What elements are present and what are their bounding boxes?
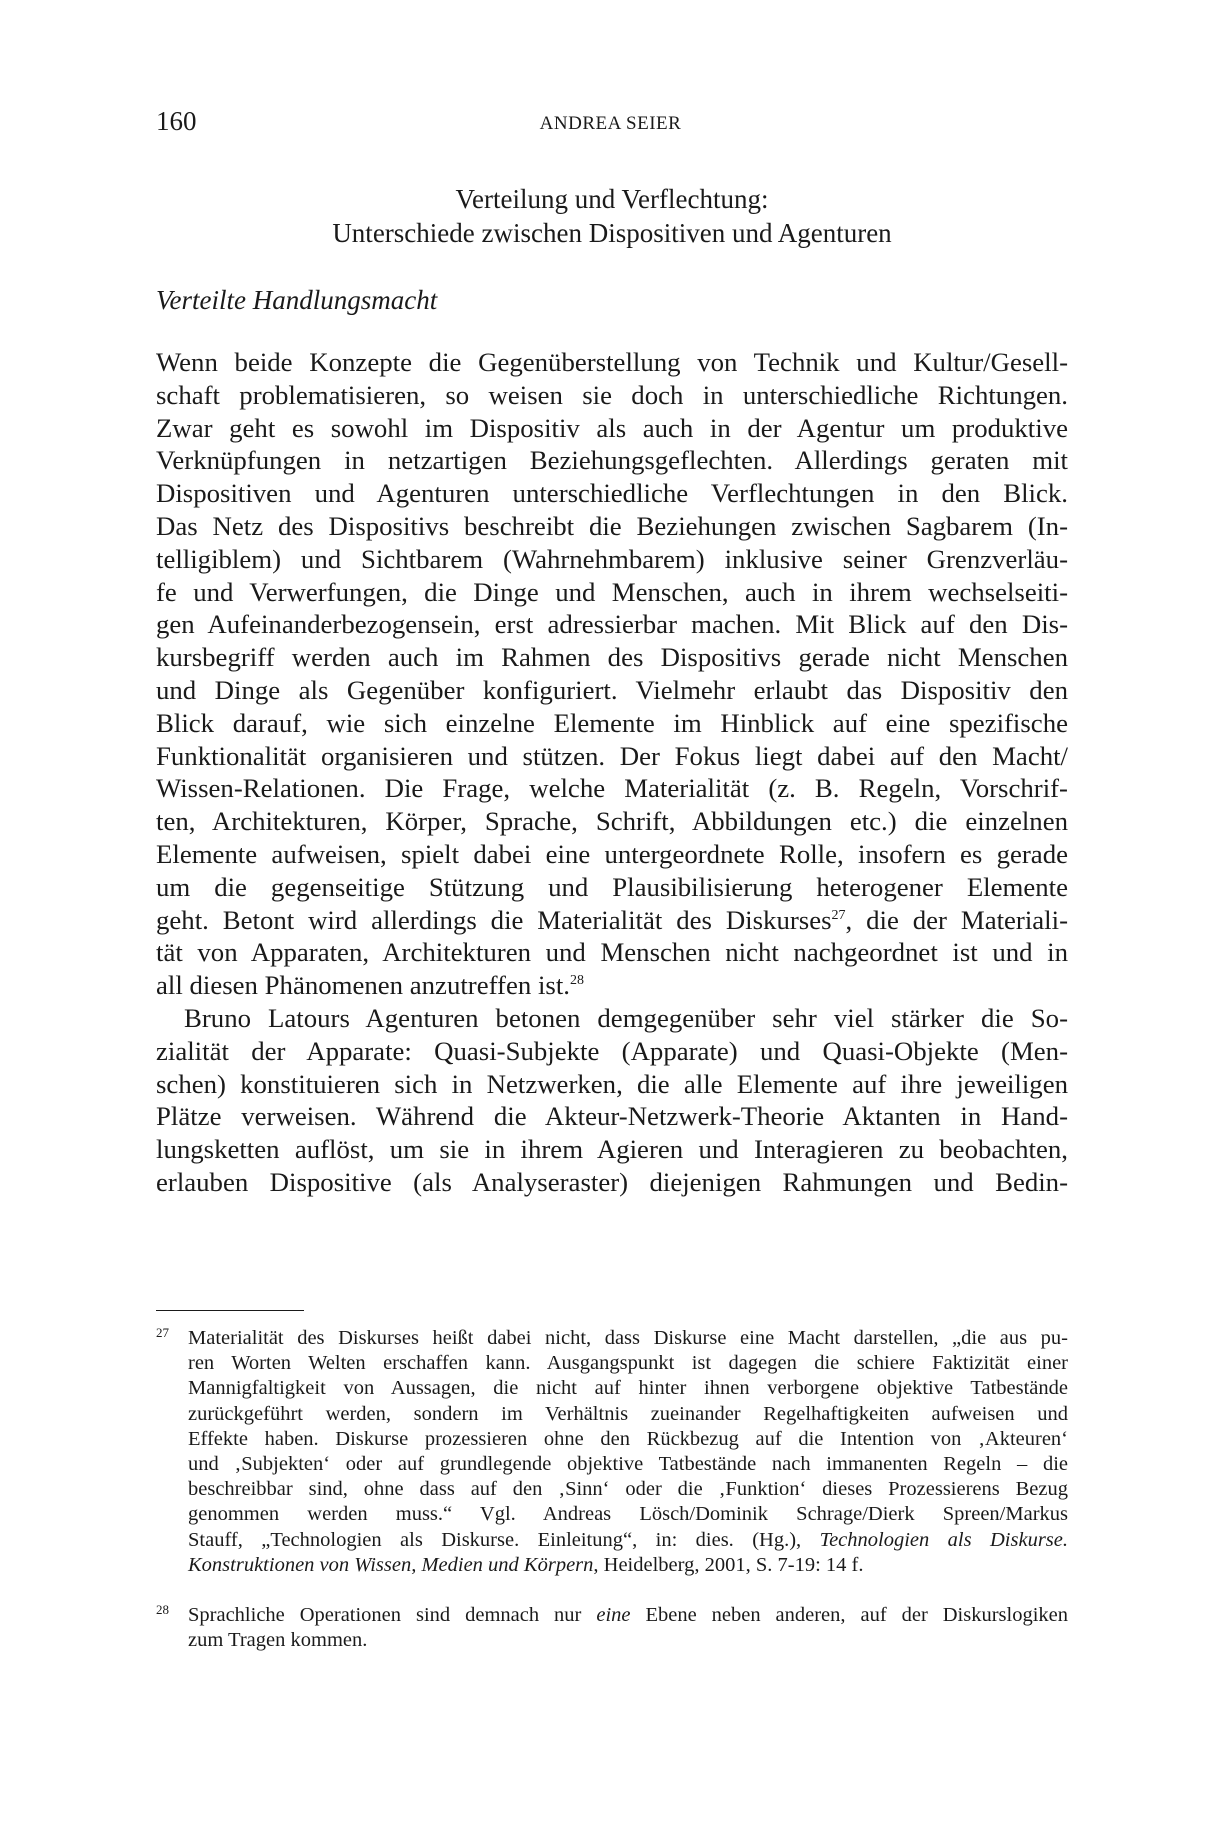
footnote-line: Mannigfaltigkeit von Aussagen, die nicht auf hinter ihnen verborgene objektive Tatbestände	[188, 1377, 1068, 1400]
body-line: Plätze verweisen. Während die Akteur-Netzwerk-Theorie Aktanten in Hand-	[156, 1101, 1068, 1132]
footnote-body	[188, 1326, 1068, 1578]
footnote-number: 27	[156, 1325, 169, 1340]
body-line: gen Aufeinanderbezogensein, erst adressierbar machen. Mit Blick auf den Dis-	[156, 609, 1068, 640]
body-line: kursbegriff werden auch im Rahmen des Dispositivs gerade nicht Menschen	[156, 642, 1068, 673]
body-line: Das Netz des Dispositivs beschreibt die Beziehungen zwischen Sagbarem (In-	[156, 510, 1068, 541]
footnote-line: ren Worten Welten erschaffen kann. Ausgangspunkt ist dagegen die schiere Faktizität einer	[188, 1352, 1068, 1375]
body-line: Wissen-Relationen. Die Frage, welche Materialität (z. B. Regeln, Vorschrif-	[156, 773, 1068, 804]
footnote-line: genommen werden muss.“ Vgl. Andreas Lösch/Dominik Schrage/Dierk Spreen/Markus	[188, 1503, 1068, 1526]
text-run: Stauff, „Technologien als Diskurse. Einleitung“, in: dies. (Hg.),	[188, 1528, 820, 1551]
text-run: geht. Betont wird allerdings die Materialität des Diskurses	[156, 904, 832, 935]
text-run: , Heidelberg, 2001, S. 7-19: 14 f.	[593, 1553, 864, 1576]
body-line: Wenn beide Konzepte die Gegenüberstellung von Technik und Kultur/Gesell-	[156, 347, 1068, 377]
footnote-line	[188, 1603, 1068, 1628]
footnote-line: zurückgeführt werden, sondern im Verhältnis zueinander Regelhaftigkeiten aufweisen und	[188, 1402, 1068, 1425]
footnote-27	[156, 1326, 1068, 1578]
chapter-title	[156, 182, 1068, 250]
body-line: lungsketten auflöst, um sie in ihrem Agieren und Interagieren zu beobachten,	[156, 1134, 1068, 1165]
footnote-separator	[156, 1310, 304, 1311]
page-number: 160	[156, 106, 197, 136]
footnote-line: beschreibbar sind, ohne dass auf den ‚Sinn‘ oder die ‚Funktion‘ dieses Prozessierens Bezug	[188, 1478, 1068, 1501]
running-head: ANDREA SEIER	[539, 113, 682, 134]
body-line: Funktionalität organisieren und stützen. Der Fokus liegt dabei auf den Macht/	[156, 740, 1068, 771]
body-line: zialität der Apparate: Quasi-Subjekte (Apparate) und Quasi-Objekte (Men-	[156, 1035, 1068, 1066]
body-text	[156, 346, 1068, 1199]
body-line: ten, Architekturen, Körper, Sprache, Schrift, Abbildungen etc.) die einzelnen	[156, 806, 1068, 837]
body-line: Bruno Latours Agenturen betonen demgegenüber sehr viel stärker die So-	[184, 1002, 1068, 1033]
footnote-28	[156, 1603, 1068, 1653]
body-line: Zwar geht es sowohl im Dispositiv als auch in der Agentur um produktive	[156, 412, 1068, 443]
text-run: , die der Materiali-	[845, 904, 1068, 935]
chapter-title-line-1: Verteilung und Verflechtung:	[455, 184, 769, 214]
footnote-line: und ‚Subjekten‘ oder auf grundlegende objektive Tatbestände nach immanenten Regeln – die	[188, 1452, 1068, 1475]
body-line: erlauben Dispositive (als Analyseraster) diejenigen Rahmungen und Bedin-	[156, 1166, 1068, 1197]
body-line-with-footnote-27	[156, 904, 1068, 937]
emphasis-italic: eine	[596, 1604, 631, 1626]
body-line: Verknüpfungen in netzartigen Beziehungsgeflechten. Allerdings geraten mit	[156, 445, 1068, 476]
text-run: all diesen Phänomenen anzutreffen ist.	[156, 970, 570, 1001]
body-line-with-footnote-28	[156, 969, 1068, 1002]
body-line: Dispositiven und Agenturen unterschiedliche Verflechtungen in den Blick.	[156, 478, 1068, 509]
footnote-body	[188, 1603, 1068, 1653]
body-line: um die gegenseitige Stützung und Plausibilisierung heterogener Elemente	[156, 871, 1068, 902]
body-line: Blick darauf, wie sich einzelne Elemente im Hinblick auf eine spezifische	[156, 707, 1068, 738]
section-heading: Verteilte Handlungsmacht	[156, 285, 438, 315]
footnote-line: Materialität des Diskurses heißt dabei nicht, dass Diskurse eine Macht darstellen, „die aus pu-	[188, 1327, 1068, 1349]
book-title-italic: Technologien als Diskurse.	[819, 1528, 1068, 1551]
body-line: schen) konstituieren sich in Netzwerken, die alle Elemente auf ihre jeweiligen	[156, 1068, 1068, 1099]
chapter-title-line-2: Unterschiede zwischen Dispositiven und Agenturen	[332, 218, 892, 248]
footnote-line	[188, 1528, 1068, 1553]
body-line: tät von Apparaten, Architekturen und Menschen nicht nachgeordnet ist und in	[156, 937, 1068, 968]
body-line: fe und Verwerfungen, die Dinge und Menschen, auch in ihrem wechselseiti-	[156, 576, 1068, 607]
body-line: schaft problematisieren, so weisen sie doch in unterschiedliche Richtungen.	[156, 379, 1068, 410]
body-line: und Dinge als Gegenüber konfiguriert. Vielmehr erlaubt das Dispositiv den	[156, 674, 1068, 705]
body-line: telligiblem) und Sichtbarem (Wahrnehmbarem) inklusive seiner Grenzverläu-	[156, 543, 1068, 574]
text-run: Sprachliche Operationen sind demnach nur	[188, 1604, 597, 1626]
footnote-line	[188, 1553, 1068, 1578]
footnote-ref-28[interactable]: 28	[569, 973, 584, 989]
book-title-italic: Konstruktionen von Wissen, Medien und Körpern	[188, 1553, 594, 1576]
footnote-number: 28	[156, 1602, 169, 1617]
footnote-line: Effekte haben. Diskurse prozessieren ohne den Rückbezug auf die Intention von ‚Akteuren‘	[188, 1427, 1068, 1450]
footnote-line: zum Tragen kommen.	[188, 1629, 368, 1652]
text-run: Ebene neben anderen, auf der Diskurslogiken	[630, 1604, 1068, 1626]
body-line: Elemente aufweisen, spielt dabei eine untergeordnete Rolle, insofern es gerade	[156, 838, 1068, 869]
footnote-ref-27[interactable]: 27	[831, 907, 846, 923]
